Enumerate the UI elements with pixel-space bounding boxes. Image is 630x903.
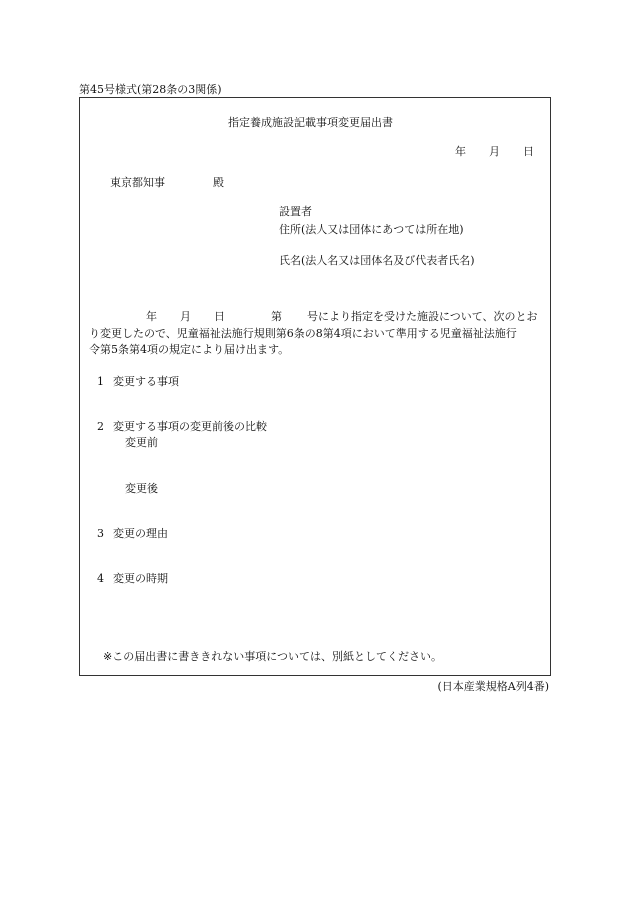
body-day: 日 — [214, 310, 225, 323]
item-2-before-label: 変更前 — [125, 436, 158, 449]
form-number-label: 第45号様式(第28条の3関係) — [79, 83, 222, 96]
body-year: 年 — [146, 310, 157, 323]
date-day: 日 — [523, 145, 534, 158]
paper-size-label: (日本産業規格A列4番) — [437, 680, 549, 693]
item-4-label: 変更の時期 — [113, 572, 168, 585]
note-text: ※この届出書に書ききれない事項については、別紙としてください。 — [103, 650, 442, 663]
addressee-name: 東京都知事 — [110, 176, 165, 189]
body-line-3: 令第5条第4項の規定により届け出ます。 — [89, 343, 290, 356]
applicant-name-label: 氏名(法人名又は団体名及び代表者氏名) — [279, 254, 475, 267]
item-2-after-label: 変更後 — [125, 482, 158, 495]
item-3-number: 3 — [97, 527, 104, 540]
item-1-number: 1 — [97, 375, 104, 388]
addressee-honorific: 殿 — [213, 176, 224, 189]
item-2-label: 変更する事項の変更前後の比較 — [113, 420, 267, 433]
body-line-1: 号により指定を受けた施設について、次のとお — [307, 310, 538, 323]
date-year: 年 — [455, 145, 466, 158]
applicant-heading: 設置者 — [279, 205, 312, 218]
body-month: 月 — [180, 310, 191, 323]
item-4-number: 4 — [97, 572, 104, 585]
body-line-2: り変更したので、児童福祉法施行規則第6条の8第4項において準用する児童福祉法施行 — [89, 327, 517, 340]
item-3-label: 変更の理由 — [113, 527, 168, 540]
date-month: 月 — [489, 145, 500, 158]
form-title: 指定養成施設記載事項変更届出書 — [228, 116, 393, 129]
item-1-label: 変更する事項 — [113, 375, 179, 388]
item-2-number: 2 — [97, 420, 104, 433]
body-number-prefix: 第 — [271, 310, 282, 323]
applicant-address-label: 住所(法人又は団体にあつては所在地) — [279, 223, 464, 236]
